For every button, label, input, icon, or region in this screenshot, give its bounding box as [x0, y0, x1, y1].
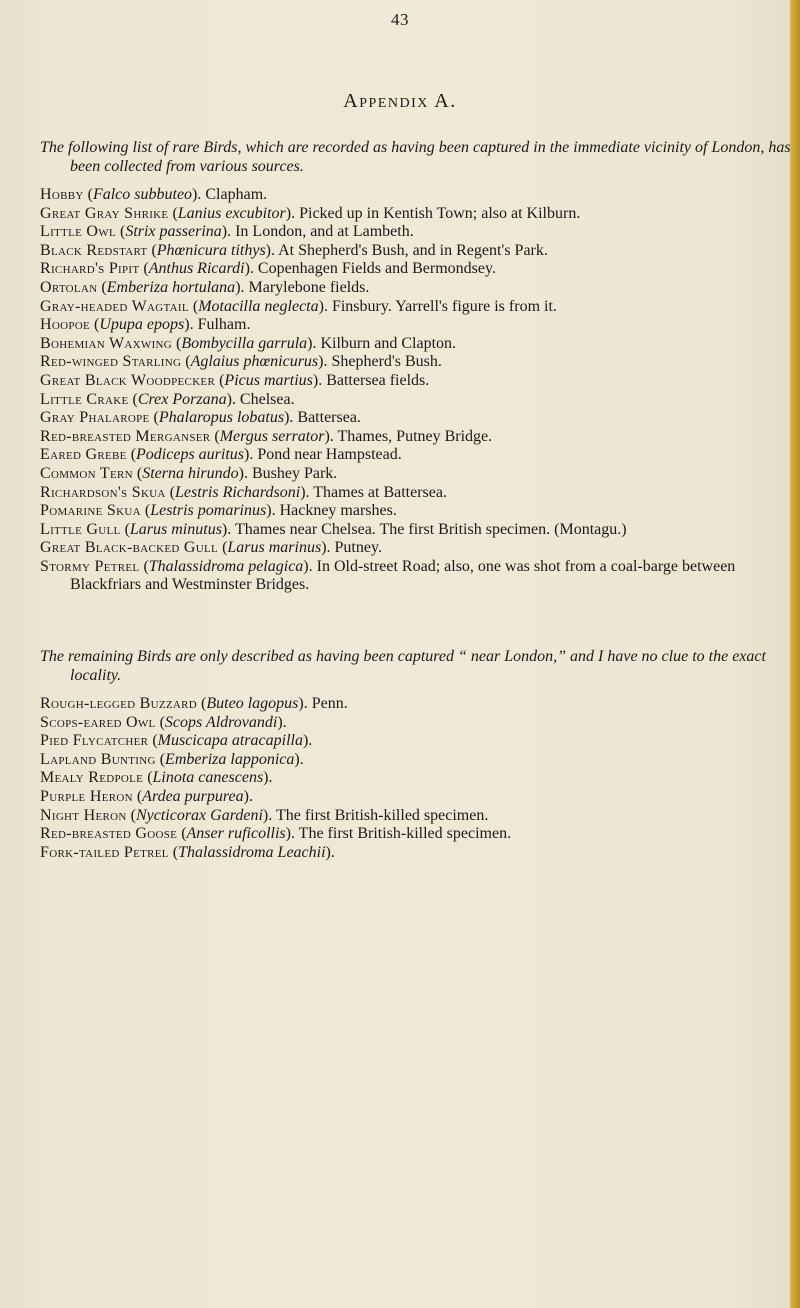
- list-item: Night Heron (Nycticorax Gardeni). The first British-killed specimen.: [40, 806, 489, 824]
- list-item: Scops-eared Owl (Scops Aldrovandi).: [40, 713, 287, 731]
- list-item: Bohemian Waxwing (Bombycilla garrula). Kilburn and Clapton.: [40, 334, 457, 352]
- list-item: Red-breasted Goose (Anser ruficollis). The first British-killed specimen.: [40, 825, 512, 843]
- latin-name: Scops Aldrovandi: [164, 713, 278, 731]
- list-item: Eared Grebe (Podiceps auritus). Pond near Hampstead.: [40, 446, 402, 464]
- list-item: Hoopoe (Upupa epops). Fulham.: [40, 316, 251, 334]
- latin-name: Anthus Ricardi: [148, 260, 245, 278]
- list-item: Ortolan (Emberiza hortulana). Marylebone fields.: [40, 278, 370, 296]
- list-item: Lapland Bunting (Emberiza lapponica).: [40, 750, 304, 768]
- bird-name: Hoopoe: [40, 316, 91, 334]
- latin-name: Emberiza hortulana: [106, 278, 236, 296]
- bird-name: Night Heron: [40, 806, 127, 824]
- list-item: Little Owl (Strix passerina). In London, and at Lambeth.: [40, 223, 414, 241]
- latin-name: Sterna hirundo: [142, 464, 239, 482]
- latin-name: Motacilla neglecta: [198, 297, 319, 315]
- latin-name: Upupa epops: [99, 316, 185, 334]
- bird-name: Lapland Bunting: [40, 750, 156, 768]
- latin-name: Nycticorax Gardeni: [135, 806, 263, 824]
- bird-note: Thames, Putney Bridge.: [337, 427, 493, 445]
- bird-note: Picked up in Kentish Town; also at Kilburn.: [299, 204, 581, 222]
- list-item: Richard's Pipit (Anthus Ricardi). Copenhagen Fields and Bermondsey.: [40, 260, 496, 278]
- list-item: Great Gray Shrike (Lanius excubitor). Picked up in Kentish Town; also at Kilburn.: [40, 204, 581, 222]
- latin-name: Falco subbuteo: [92, 186, 193, 203]
- bird-name: Stormy Petrel: [40, 557, 140, 575]
- latin-name: Buteo lagopus: [206, 695, 299, 712]
- list-item: Richardson's Skua (Lestris Richardsoni). Thames at Battersea.: [40, 483, 447, 501]
- list-item: Fork-tailed Petrel (Thalassidroma Leachii).: [40, 843, 335, 861]
- latin-name: Muscicapa atracapilla: [157, 732, 303, 750]
- bird-name: Scops-eared Owl: [40, 713, 156, 731]
- bird-name: Common Tern: [40, 464, 133, 482]
- list-item: Red-breasted Merganser (Mergus serrator). Thames, Putney Bridge.: [40, 427, 493, 445]
- latin-name: Thalassidroma Leachii: [178, 843, 326, 861]
- bird-name: Richardson's Skua: [40, 483, 166, 501]
- bird-name: Little Crake: [40, 390, 129, 408]
- latin-name: Lanius excubitor: [177, 204, 286, 222]
- latin-name: Strix passerina: [125, 223, 222, 241]
- latin-name: Picus martius: [224, 371, 313, 389]
- latin-name: Bombycilla garrula: [181, 334, 308, 352]
- bird-name: Red-breasted Merganser: [40, 427, 211, 445]
- bird-note: Copenhagen Fields and Bermondsey.: [257, 260, 496, 278]
- bird-note: Thames near Chelsea. The first British specimen. (Montagu.): [234, 520, 627, 538]
- bird-name: Richard's Pipit: [40, 260, 140, 278]
- latin-name: Podiceps auritus: [136, 446, 245, 464]
- bird-note: Putney.: [334, 539, 382, 557]
- bird-note: Penn.: [311, 695, 348, 712]
- bird-name: Great Gray Shrike: [40, 204, 169, 222]
- latin-name: Emberiza lapponica: [165, 750, 295, 768]
- bird-name: Black Redstart: [40, 241, 148, 259]
- bird-note: Finsbury. Yarrell's figure is from it.: [331, 297, 557, 315]
- bird-note: Thames at Battersea.: [313, 483, 447, 501]
- bird-note: Shepherd's Bush.: [331, 353, 442, 371]
- bird-note: Chelsea.: [239, 390, 295, 408]
- latin-name: Thalassidroma pelagica: [148, 557, 304, 575]
- list-item: Great Black-backed Gull (Larus marinus). Putney.: [40, 539, 382, 557]
- list-item: Stormy Petrel (Thalassidroma pelagica). In Old-street Road; also, one was shot from a coal-barge between Blackfriars and Westminster Bridges.: [40, 557, 736, 594]
- bird-name: Little Owl: [40, 223, 116, 241]
- list-item: Little Crake (Crex Porzana). Chelsea.: [40, 390, 295, 408]
- bird-note: Fulham.: [197, 316, 251, 334]
- captured-birds-list: [40, 186, 770, 595]
- list-item: Red-winged Starling (Aglaius phœnicurus). Shepherd's Bush.: [40, 353, 442, 371]
- bird-note: Clapham.: [205, 186, 268, 203]
- list-item: Pied Flycatcher (Muscicapa atracapilla).: [40, 732, 313, 750]
- bird-name: Eared Grebe: [40, 446, 127, 464]
- page-number: 43: [391, 10, 409, 29]
- bird-note: In London, and at Lambeth.: [235, 223, 414, 241]
- bird-name: Mealy Redpole: [40, 769, 144, 787]
- latin-name: Larus marinus: [227, 539, 322, 557]
- list-item: Gray-headed Wagtail (Motacilla neglecta). Finsbury. Yarrell's figure is from it.: [40, 297, 557, 315]
- bird-name: Pomarine Skua: [40, 502, 141, 520]
- second-intro-paragraph: The remaining Birds are only described as having been captured “ near London,” and I have no clue to the exact locality.: [40, 648, 766, 684]
- bird-name: Gray Phalarope: [40, 409, 150, 427]
- bird-name: Hobby: [40, 186, 84, 203]
- latin-name: Aglaius phœnicurus: [190, 353, 319, 371]
- intro-paragraph: The following list of rare Birds, which are recorded as having been captured in the immediate vicinity of London, has been collected from various sources.: [40, 139, 791, 175]
- latin-name: Anser ruficollis: [186, 825, 286, 843]
- list-item: Pomarine Skua (Lestris pomarinus). Hackney marshes.: [40, 502, 397, 520]
- list-item: Great Black Woodpecker (Picus martius). Battersea fields.: [40, 371, 430, 389]
- bird-name: Rough-legged Buzzard: [40, 695, 198, 712]
- bird-note: Pond near Hampstead.: [257, 446, 402, 464]
- bird-note: Bushey Park.: [251, 464, 338, 482]
- bird-name: Little Gull: [40, 520, 121, 538]
- list-item: Hobby (Falco subbuteo). Clapham.: [40, 186, 268, 203]
- latin-name: Phœnicura tithys: [156, 241, 266, 259]
- bird-note: Hackney marshes.: [279, 502, 397, 520]
- bird-name: Great Black Woodpecker: [40, 371, 216, 389]
- bird-name: Pied Flycatcher: [40, 732, 149, 750]
- latin-name: Crex Porzana: [137, 390, 227, 408]
- bird-name: Red-winged Starling: [40, 353, 182, 371]
- latin-name: Lestris pomarinus: [150, 502, 267, 520]
- latin-name: Linota canescens: [152, 769, 264, 787]
- latin-name: Mergus serrator: [219, 427, 325, 445]
- bird-name: Great Black-backed Gull: [40, 539, 219, 557]
- bird-name: Bohemian Waxwing: [40, 334, 173, 352]
- latin-name: Ardea purpurea: [142, 787, 244, 805]
- bird-note: Battersea.: [297, 409, 361, 427]
- bird-note: The first British-killed specimen.: [298, 825, 512, 843]
- list-item: Rough-legged Buzzard (Buteo lagopus). Penn.: [40, 695, 348, 712]
- appendix-heading: Appendix A.: [343, 90, 457, 112]
- list-item: Mealy Redpole (Linota canescens).: [40, 769, 273, 787]
- list-item: Common Tern (Sterna hirundo). Bushey Park.: [40, 464, 338, 482]
- bird-note: At Shepherd's Bush, and in Regent's Park.: [278, 241, 548, 259]
- latin-name: Lestris Richardsoni: [175, 483, 301, 501]
- bird-name: Gray-headed Wagtail: [40, 297, 189, 315]
- bird-name: Red-breasted Goose: [40, 825, 178, 843]
- list-item: Black Redstart (Phœnicura tithys). At Shepherd's Bush, and in Regent's Park.: [40, 241, 548, 259]
- latin-name: Phalaropus lobatus: [158, 409, 285, 427]
- bird-note: In Old-street Road; also, one was shot from a coal-barge between Blackfriars and Westminster Bridges.: [70, 557, 736, 594]
- bird-note: The first British-killed specimen.: [275, 806, 489, 824]
- list-item: Little Gull (Larus minutus). Thames near Chelsea. The first British specimen. (Montagu.): [40, 520, 627, 538]
- list-item: Purple Heron (Ardea purpurea).: [40, 787, 253, 805]
- bird-note: Kilburn and Clapton.: [320, 334, 457, 352]
- list-item: Gray Phalarope (Phalaropus lobatus). Battersea.: [40, 409, 361, 427]
- bird-note: Marylebone fields.: [248, 278, 370, 296]
- latin-name: Larus minutus: [129, 520, 222, 538]
- bird-name: Purple Heron: [40, 787, 133, 805]
- bird-name: Fork-tailed Petrel: [40, 843, 169, 861]
- near-london-birds-list: [40, 695, 770, 862]
- bird-note: Battersea fields.: [326, 371, 430, 389]
- bird-name: Ortolan: [40, 278, 98, 296]
